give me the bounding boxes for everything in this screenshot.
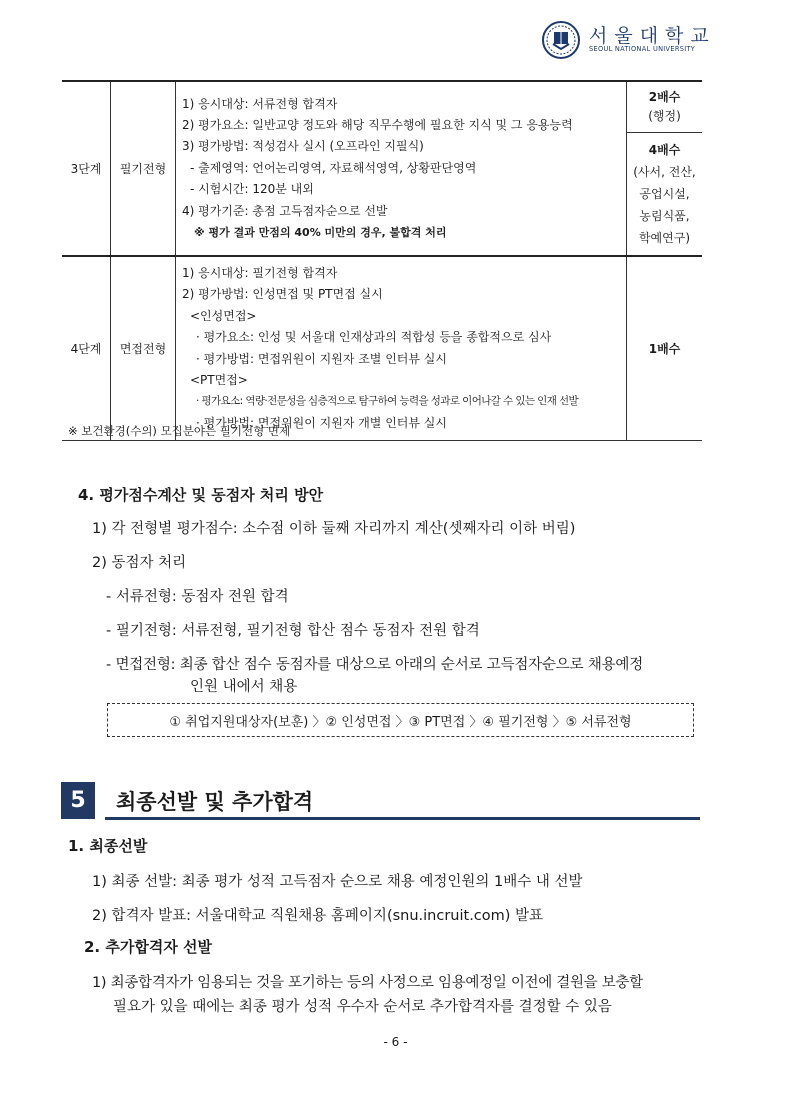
section-4-title: 4. 평가점수계산 및 동점자 처리 방안 <box>78 486 324 504</box>
detail-line: - 출제영역: 언어논리영역, 자료해석영역, 상황판단영역 <box>190 160 477 175</box>
type-cell: 필기전형 <box>111 81 176 256</box>
stage-cell: 3단계 <box>62 81 111 256</box>
university-logo <box>541 20 716 60</box>
section-5-title: 최종선발 및 추가합격 <box>116 790 314 814</box>
tie-doc-screening: - 서류전형: 동점자 전원 합격 <box>106 589 289 605</box>
ratio-admin <box>627 82 702 133</box>
detail-line: · 평가방법: 면접위원이 지원자 개별 인터뷰 실시 <box>196 415 447 430</box>
additional-pass-item: 1) 최종합격자가 임용되는 것을 포기하는 등의 사정으로 임용예정일 이전에 결원을 보충할 <box>92 975 643 991</box>
tie-priority-order: ① 취업지원대상자(보훈) 〉② 인성면접 〉③ PT면접 〉④ 필기전형 〉⑤ 서류전형 <box>169 714 632 730</box>
detail-line: · 평가방법: 면접위원이 지원자 조별 인터뷰 실시 <box>196 351 447 366</box>
snu-emblem-icon <box>541 20 581 60</box>
announcement-item: 2) 합격자 발표: 서울대학교 직원채용 홈페이지(snu.incruit.com) 발표 <box>92 908 544 924</box>
ratio-cell: 1배수 <box>627 256 703 441</box>
logo-english-name: SEOUL NATIONAL UNIVERSITY <box>589 45 696 53</box>
ratio-note: (사서, 전산, <box>633 165 696 179</box>
stage-cell: 4단계 <box>62 256 111 441</box>
section-divider <box>105 817 700 820</box>
tie-interview-cont: 인원 내에서 채용 <box>190 679 298 695</box>
detail-line: <인성면접> <box>190 308 257 323</box>
ratio-other <box>627 133 702 255</box>
detail-line: · 평가요소: 인성 및 서울대 인재상과의 적합성 등을 종합적으로 심사 <box>196 330 552 345</box>
ratio-note: 학예연구) <box>638 231 691 245</box>
selection-stages-table <box>62 80 702 441</box>
table-row <box>62 256 702 441</box>
detail-line: 1) 응시대상: 서류전형 합격자 <box>182 96 338 111</box>
additional-pass-item-cont: 필요가 있을 때에는 최종 평가 성적 우수자 순서로 추가합격자를 결정할 수 있음 <box>113 999 612 1015</box>
fail-criteria-note: ※ 평가 결과 만점의 40% 미만의 경우, 불합격 처리 <box>194 226 447 240</box>
ratio-value: 2배수 <box>648 90 681 104</box>
logo-korean-name: 서울대학교 <box>589 25 716 47</box>
final-selection-title: 1. 최종선발 <box>68 837 148 855</box>
detail-line: · 평가요소: 역량·전문성을 심층적으로 탐구하여 능력을 성과로 이어나갈 수 있는 인재 선발 <box>196 395 579 408</box>
score-calc-item: 1) 각 전형별 평가점수: 소수점 이하 둘째 자리까지 계산(셋째자리 이하 버림) <box>92 521 576 537</box>
detail-cell <box>176 256 627 441</box>
ratio-note: 농림식품, <box>639 209 690 223</box>
detail-cell <box>176 81 627 256</box>
additional-pass-title: 2. 추가합격자 선발 <box>84 938 213 956</box>
final-selection-item: 1) 최종 선발: 최종 평가 성적 고득점자 순으로 채용 예정인원의 1배수 내 선발 <box>92 874 583 890</box>
section-number-badge: 5 <box>61 782 95 819</box>
tie-interview: - 면접전형: 최종 합산 점수 동점자를 대상으로 아래의 순서로 고득점자순으로 채용예정 <box>106 657 644 673</box>
ratio-note: (행정) <box>648 109 681 123</box>
table-row <box>62 81 702 256</box>
type-cell: 면접전형 <box>111 256 176 441</box>
page-number: - 6 - <box>383 1035 408 1049</box>
ratio-value: 4배수 <box>648 143 681 157</box>
detail-line: 2) 평가요소: 일반교양 정도와 해당 직무수행에 필요한 지식 및 그 응용능력 <box>182 117 573 132</box>
detail-line: <PT면접> <box>190 373 248 388</box>
detail-line: 4) 평가기준: 총점 고득점자순으로 선발 <box>182 203 388 218</box>
detail-line: - 시험시간: 120분 내외 <box>190 182 314 197</box>
table-footnote: ※ 보건환경(수의) 모집분야는 필기전형 면제 <box>68 424 291 438</box>
tie-handling-item: 2) 동점자 처리 <box>92 555 187 571</box>
detail-line: 3) 평가방법: 적성검사 실시 (오프라인 지필식) <box>182 139 424 154</box>
detail-line: 2) 평가방법: 인성면접 및 PT면접 실시 <box>182 287 383 302</box>
tie-priority-order-box <box>107 703 694 737</box>
detail-line: 1) 응시대상: 필기전형 합격자 <box>182 266 338 280</box>
ratio-note: 공업시설, <box>639 187 690 201</box>
ratio-cell <box>627 81 703 256</box>
tie-written-exam: - 필기전형: 서류전형, 필기전형 합산 점수 동점자 전원 합격 <box>106 623 480 639</box>
